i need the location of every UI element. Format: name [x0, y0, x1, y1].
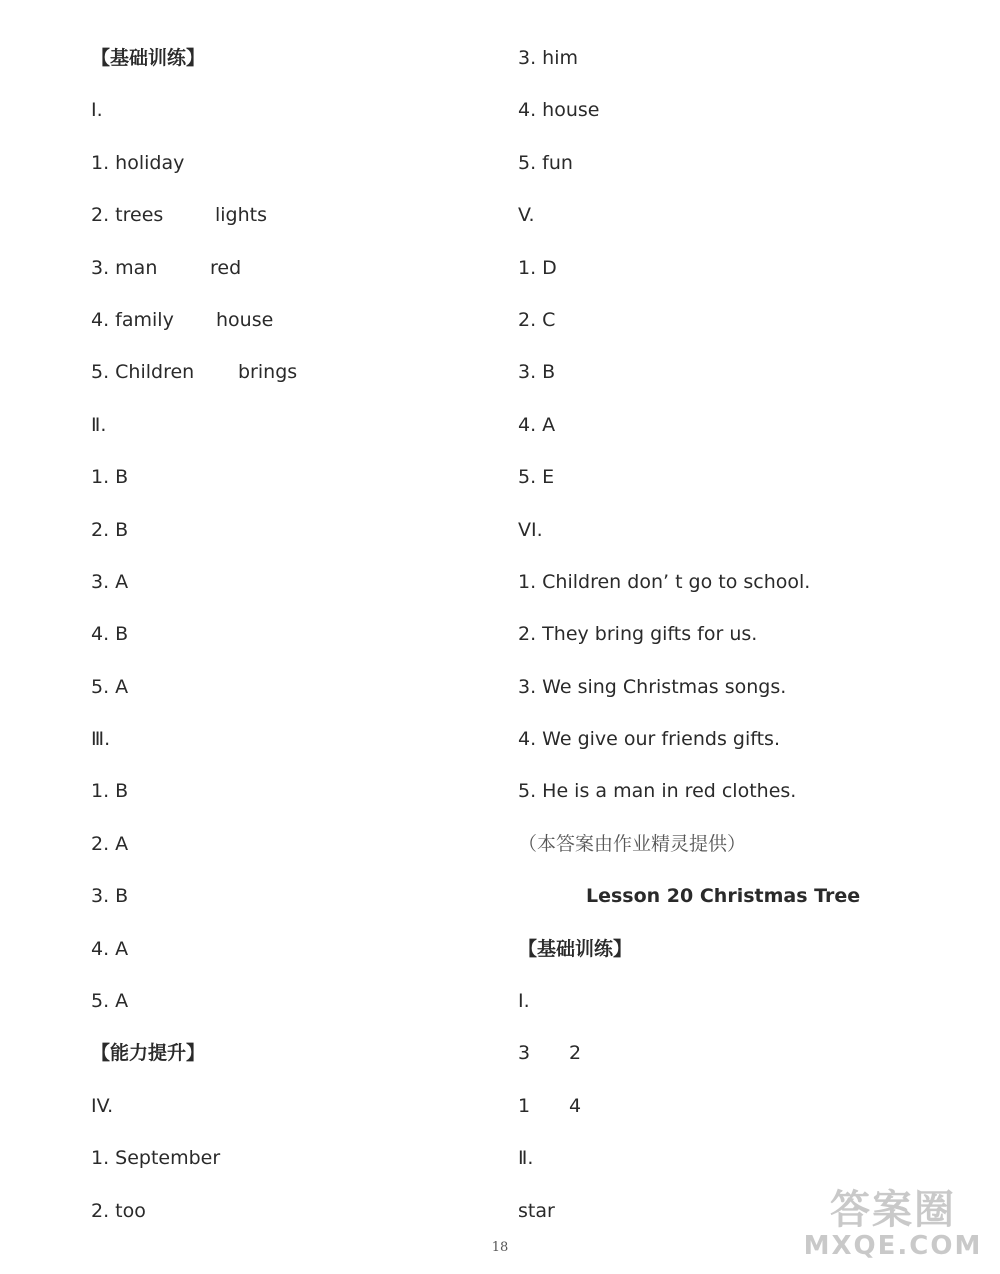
section-6-label: VI. [518, 518, 543, 541]
answer-word: house [216, 308, 274, 331]
answer-item [518, 1086, 938, 1138]
answer-item: 3. B [91, 885, 129, 908]
answer-item [518, 1033, 938, 1085]
answer-item: 2. B [91, 518, 129, 541]
answer-credit: （本答案由作业精灵提供） [518, 832, 747, 855]
section-1-label: Ⅰ. [91, 99, 103, 122]
answer-item: 1. B [91, 780, 129, 803]
answer-word: 4. family [91, 308, 174, 331]
answer-item: 4. B [91, 623, 129, 646]
answer-item: 1. B [91, 466, 129, 489]
answer-word: 2. trees [91, 204, 164, 227]
section-3-label: Ⅲ. [91, 728, 111, 751]
answer-item: 4. A [91, 937, 129, 960]
answer-number: 3 [518, 1042, 531, 1065]
answer-item: 4. A [518, 413, 556, 436]
watermark-url: MXQE.COM [803, 1231, 983, 1261]
section-4-label: IV. [91, 1094, 114, 1117]
answer-item: 5. A [91, 675, 129, 698]
lesson-title: Lesson 20 Christmas Tree [586, 885, 861, 908]
right-column [518, 38, 938, 1243]
answer-word: lights [215, 204, 268, 227]
answer-sentence: 5. He is a man in red clothes. [518, 780, 797, 803]
answer-item [91, 352, 511, 404]
answer-item: 2. A [91, 832, 129, 855]
basic-training-heading: 【基础训练】 [91, 47, 206, 69]
ability-heading: 【能力提升】 [91, 1042, 206, 1065]
answer-item: 5. A [91, 990, 129, 1013]
answer-word: 3. man [91, 256, 158, 279]
basic-training-heading: 【基础训练】 [518, 937, 633, 960]
left-column [91, 38, 511, 1243]
answer-item: 3. him [518, 47, 578, 69]
answer-item: 3. A [91, 570, 129, 593]
answer-item: 1. D [518, 256, 557, 279]
answer-sentence: 1. Children don’ t go to school. [518, 570, 811, 593]
answer-item [91, 300, 511, 352]
section-2-label: Ⅱ. [518, 1147, 534, 1170]
answer-item: 1. holiday [91, 151, 185, 174]
answer-item [91, 248, 511, 300]
answer-item: 5. E [518, 466, 555, 489]
site-watermark [798, 1188, 988, 1260]
answer-number: 1 [518, 1094, 531, 1117]
answer-word: 5. Children [91, 361, 195, 384]
answer-item: 2. C [518, 308, 556, 331]
answer-item: 1. September [91, 1147, 221, 1170]
answer-item: star [518, 1199, 555, 1222]
page-number: 18 [491, 1240, 509, 1255]
answer-item [91, 195, 511, 247]
answer-number: 4 [569, 1094, 582, 1117]
section-5-label: V. [518, 204, 535, 227]
answer-word: brings [238, 361, 298, 384]
answer-word: red [210, 256, 242, 279]
answer-item: 5. fun [518, 151, 573, 174]
answer-item: 3. B [518, 361, 556, 384]
answer-item: 2. too [91, 1199, 146, 1222]
section-1-label: Ⅰ. [518, 990, 530, 1013]
answer-sentence: 4. We give our friends gifts. [518, 728, 780, 751]
watermark-logo-text: 答案圈 [830, 1187, 956, 1233]
answer-sentence: 2. They bring gifts for us. [518, 623, 758, 646]
answer-number: 2 [569, 1042, 582, 1065]
answer-sentence: 3. We sing Christmas songs. [518, 675, 787, 698]
answer-item: 4. house [518, 99, 600, 122]
section-2-label: Ⅱ. [91, 413, 107, 436]
